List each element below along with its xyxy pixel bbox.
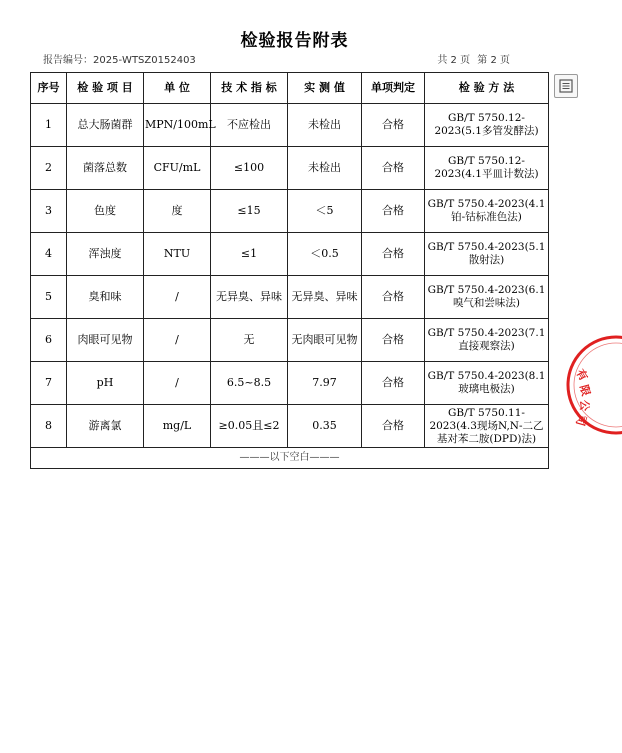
cell-verdict: 合格	[362, 104, 425, 147]
header-measured: 实 测 值	[288, 73, 362, 104]
cell-spec: ≤100	[211, 147, 288, 190]
cell-item: 菌落总数	[67, 147, 144, 190]
cell-serial: 4	[31, 233, 67, 276]
table-footer-row	[31, 448, 549, 469]
cell-unit: /	[144, 362, 211, 405]
table-row	[31, 405, 549, 448]
cell-measured: ＜0.5	[288, 233, 362, 276]
cell-unit: /	[144, 319, 211, 362]
cell-item: pH	[67, 362, 144, 405]
fullscreen-icon[interactable]	[554, 74, 578, 98]
cell-serial: 8	[31, 405, 67, 448]
header-method: 检 验 方 法	[425, 73, 549, 104]
header-verdict: 单项判定	[362, 73, 425, 104]
blank-below-note: ———以下空白———	[31, 448, 549, 469]
cell-unit: NTU	[144, 233, 211, 276]
cell-unit: MPN/100mL	[144, 104, 211, 147]
cell-spec: 无	[211, 319, 288, 362]
page-indicator	[433, 51, 510, 66]
table-row	[31, 362, 549, 405]
cell-method: GB/T 5750.4-2023(8.1玻璃电极法)	[425, 362, 549, 405]
header-unit: 单 位	[144, 73, 211, 104]
cell-spec: ≤1	[211, 233, 288, 276]
header-spec: 技 术 指 标	[211, 73, 288, 104]
cell-item: 臭和味	[67, 276, 144, 319]
cell-measured: 无肉眼可见物	[288, 319, 362, 362]
page-title: 检验报告附表	[240, 31, 349, 51]
cell-method: GB/T 5750.11-2023(4.3现场N,N-二乙基对苯二胺(DPD)法)	[425, 405, 549, 448]
cell-measured: 未检出	[288, 104, 362, 147]
header-serial: 序号	[31, 73, 67, 104]
cell-measured: 7.97	[288, 362, 362, 405]
svg-text:司: 司	[573, 413, 589, 428]
cell-serial: 1	[31, 104, 67, 147]
cell-method: GB/T 5750.12-2023(4.1平皿计数法)	[425, 147, 549, 190]
cell-serial: 7	[31, 362, 67, 405]
cell-item: 总大肠菌群	[67, 104, 144, 147]
cell-serial: 3	[31, 190, 67, 233]
cell-verdict: 合格	[362, 147, 425, 190]
cell-method: GB/T 5750.4-2023(6.1嗅气和尝味法)	[425, 276, 549, 319]
cell-item: 肉眼可见物	[67, 319, 144, 362]
svg-text:公: 公	[578, 400, 591, 411]
cell-verdict: 合格	[362, 233, 425, 276]
cell-verdict: 合格	[362, 190, 425, 233]
svg-text:限: 限	[577, 383, 593, 398]
report-number: 报告编号：2025-WTSZ0152403	[43, 55, 196, 66]
cell-method: GB/T 5750.12-2023(5.1多管发酵法)	[425, 104, 549, 147]
header-item: 检 验 项 目	[67, 73, 144, 104]
cell-verdict: 合格	[362, 276, 425, 319]
cell-method: GB/T 5750.4-2023(5.1散射法)	[425, 233, 549, 276]
cell-verdict: 合格	[362, 362, 425, 405]
cell-unit: /	[144, 276, 211, 319]
table-header-row	[31, 73, 549, 104]
table-row	[31, 276, 549, 319]
cell-measured: 0.35	[288, 405, 362, 448]
cell-unit: mg/L	[144, 405, 211, 448]
company-seal	[562, 330, 622, 440]
cell-serial: 2	[31, 147, 67, 190]
table-row	[31, 233, 549, 276]
total-pages: 共 2 页	[437, 55, 471, 66]
table-row	[31, 147, 549, 190]
cell-spec: 无异臭、异味	[211, 276, 288, 319]
cell-measured: ＜5	[288, 190, 362, 233]
cell-item: 色度	[67, 190, 144, 233]
cell-method: GB/T 5750.4-2023(7.1直接观察法)	[425, 319, 549, 362]
cell-serial: 5	[31, 276, 67, 319]
table-row	[31, 319, 549, 362]
cell-item: 浑浊度	[67, 233, 144, 276]
current-page: 第 2 页	[477, 55, 510, 66]
cell-spec: ≥0.05且≤2	[211, 405, 288, 448]
test-results-table	[30, 72, 549, 469]
table-row	[31, 190, 549, 233]
table-row	[31, 104, 549, 147]
cell-serial: 6	[31, 319, 67, 362]
cell-measured: 未检出	[288, 147, 362, 190]
cell-measured: 无异臭、异味	[288, 276, 362, 319]
cell-method: GB/T 5750.4-2023(4.1铂-钴标准色法)	[425, 190, 549, 233]
svg-text:有: 有	[573, 367, 591, 384]
cell-spec: ≤15	[211, 190, 288, 233]
cell-verdict: 合格	[362, 319, 425, 362]
cell-unit: CFU/mL	[144, 147, 211, 190]
cell-unit: 度	[144, 190, 211, 233]
cell-spec: 6.5~8.5	[211, 362, 288, 405]
cell-verdict: 合格	[362, 405, 425, 448]
cell-spec: 不应检出	[211, 104, 288, 147]
cell-item: 游离氯	[67, 405, 144, 448]
